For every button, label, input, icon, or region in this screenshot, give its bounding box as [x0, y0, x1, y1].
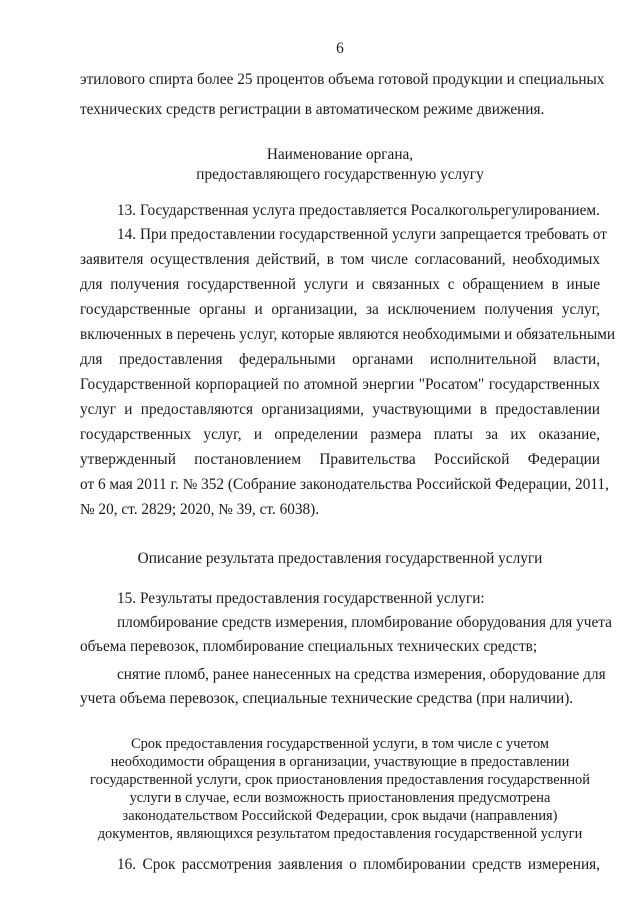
section-heading: законодательством Российской Федерации, срок выдачи (направления): [122, 808, 558, 824]
section-heading: необходимости обращения в организации, участвующие в предоставлении: [110, 754, 570, 770]
section-heading: услуги в случае, если возможность приостановления предусмотрена: [129, 790, 551, 806]
section-heading: Описание результата предоставления государственной услуги: [137, 550, 543, 567]
paragraph-line: этилового спирта более 25 процентов объема готовой продукции и специальных: [80, 71, 605, 88]
page-number: 6: [336, 40, 344, 57]
paragraph-15-line: учета объема перевозок, специальные технические средства (при наличии).: [80, 690, 574, 707]
paragraph-13: 13. Государственная услуга предоставляется Росалкогольрегулированием.: [117, 202, 600, 219]
paragraph-14-line: услуг и предоставляются организациями, участвующими в предоставлении: [80, 401, 600, 418]
paragraph-15-line: пломбирование средств измерения, пломбирование оборудования для учета: [117, 614, 612, 631]
section-heading: государственной услуги, срок приостановления предоставления государственной: [90, 772, 590, 788]
section-heading: документов, являющихся результатом предоставления государственной услуги: [97, 826, 583, 842]
paragraph-14-line: 14. При предоставлении государственной услуги запрещается требовать от: [117, 226, 607, 243]
paragraph-15: 15. Результаты предоставления государственной услуги:: [117, 590, 485, 607]
section-heading: Наименование органа,: [266, 146, 414, 163]
paragraph-14-line: утвержденный постановлением Правительства Российской Федерации: [80, 451, 600, 468]
paragraph-14-line: от 6 мая 2011 г. № 352 (Собрание законодательства Российской Федерации, 2011,: [80, 476, 609, 493]
paragraph-15-line: объема перевозок, пломбирование специальных технических средств;: [80, 638, 538, 655]
section-heading: Срок предоставления государственной услуги, в том числе с учетом: [130, 736, 550, 752]
paragraph-14-line: № 20, ст. 2829; 2020, № 39, ст. 6038).: [80, 501, 320, 518]
paragraph-line: технических средств регистрации в автоматическом режиме движения.: [80, 101, 545, 118]
paragraph-14-line: для предоставления федеральными органами исполнительной власти,: [80, 351, 600, 368]
paragraph-14-line: государственных услуг, и определении размера платы за их оказание,: [80, 426, 600, 443]
paragraph-14-line: включенных в перечень услуг, которые являются необходимыми и обязательными: [80, 326, 616, 343]
paragraph-14-line: для получения государственной услуги и связанных с обращением в иные: [80, 276, 600, 293]
paragraph-15-line: снятие пломб, ранее нанесенных на средства измерения, оборудование для: [117, 666, 606, 683]
paragraph-14-line: Государственной корпорацией по атомной энергии "Росатом" государственных: [80, 376, 600, 393]
paragraph-14-line: государственные органы и организации, за исключением получения услуг,: [80, 301, 600, 318]
paragraph-16: 16. Срок рассмотрения заявления о пломбировании средств измерения,: [117, 856, 600, 873]
section-heading: предоставляющего государственную услугу: [196, 166, 484, 183]
paragraph-14-line: заявителя осуществления действий, в том числе согласований, необходимых: [80, 251, 600, 268]
